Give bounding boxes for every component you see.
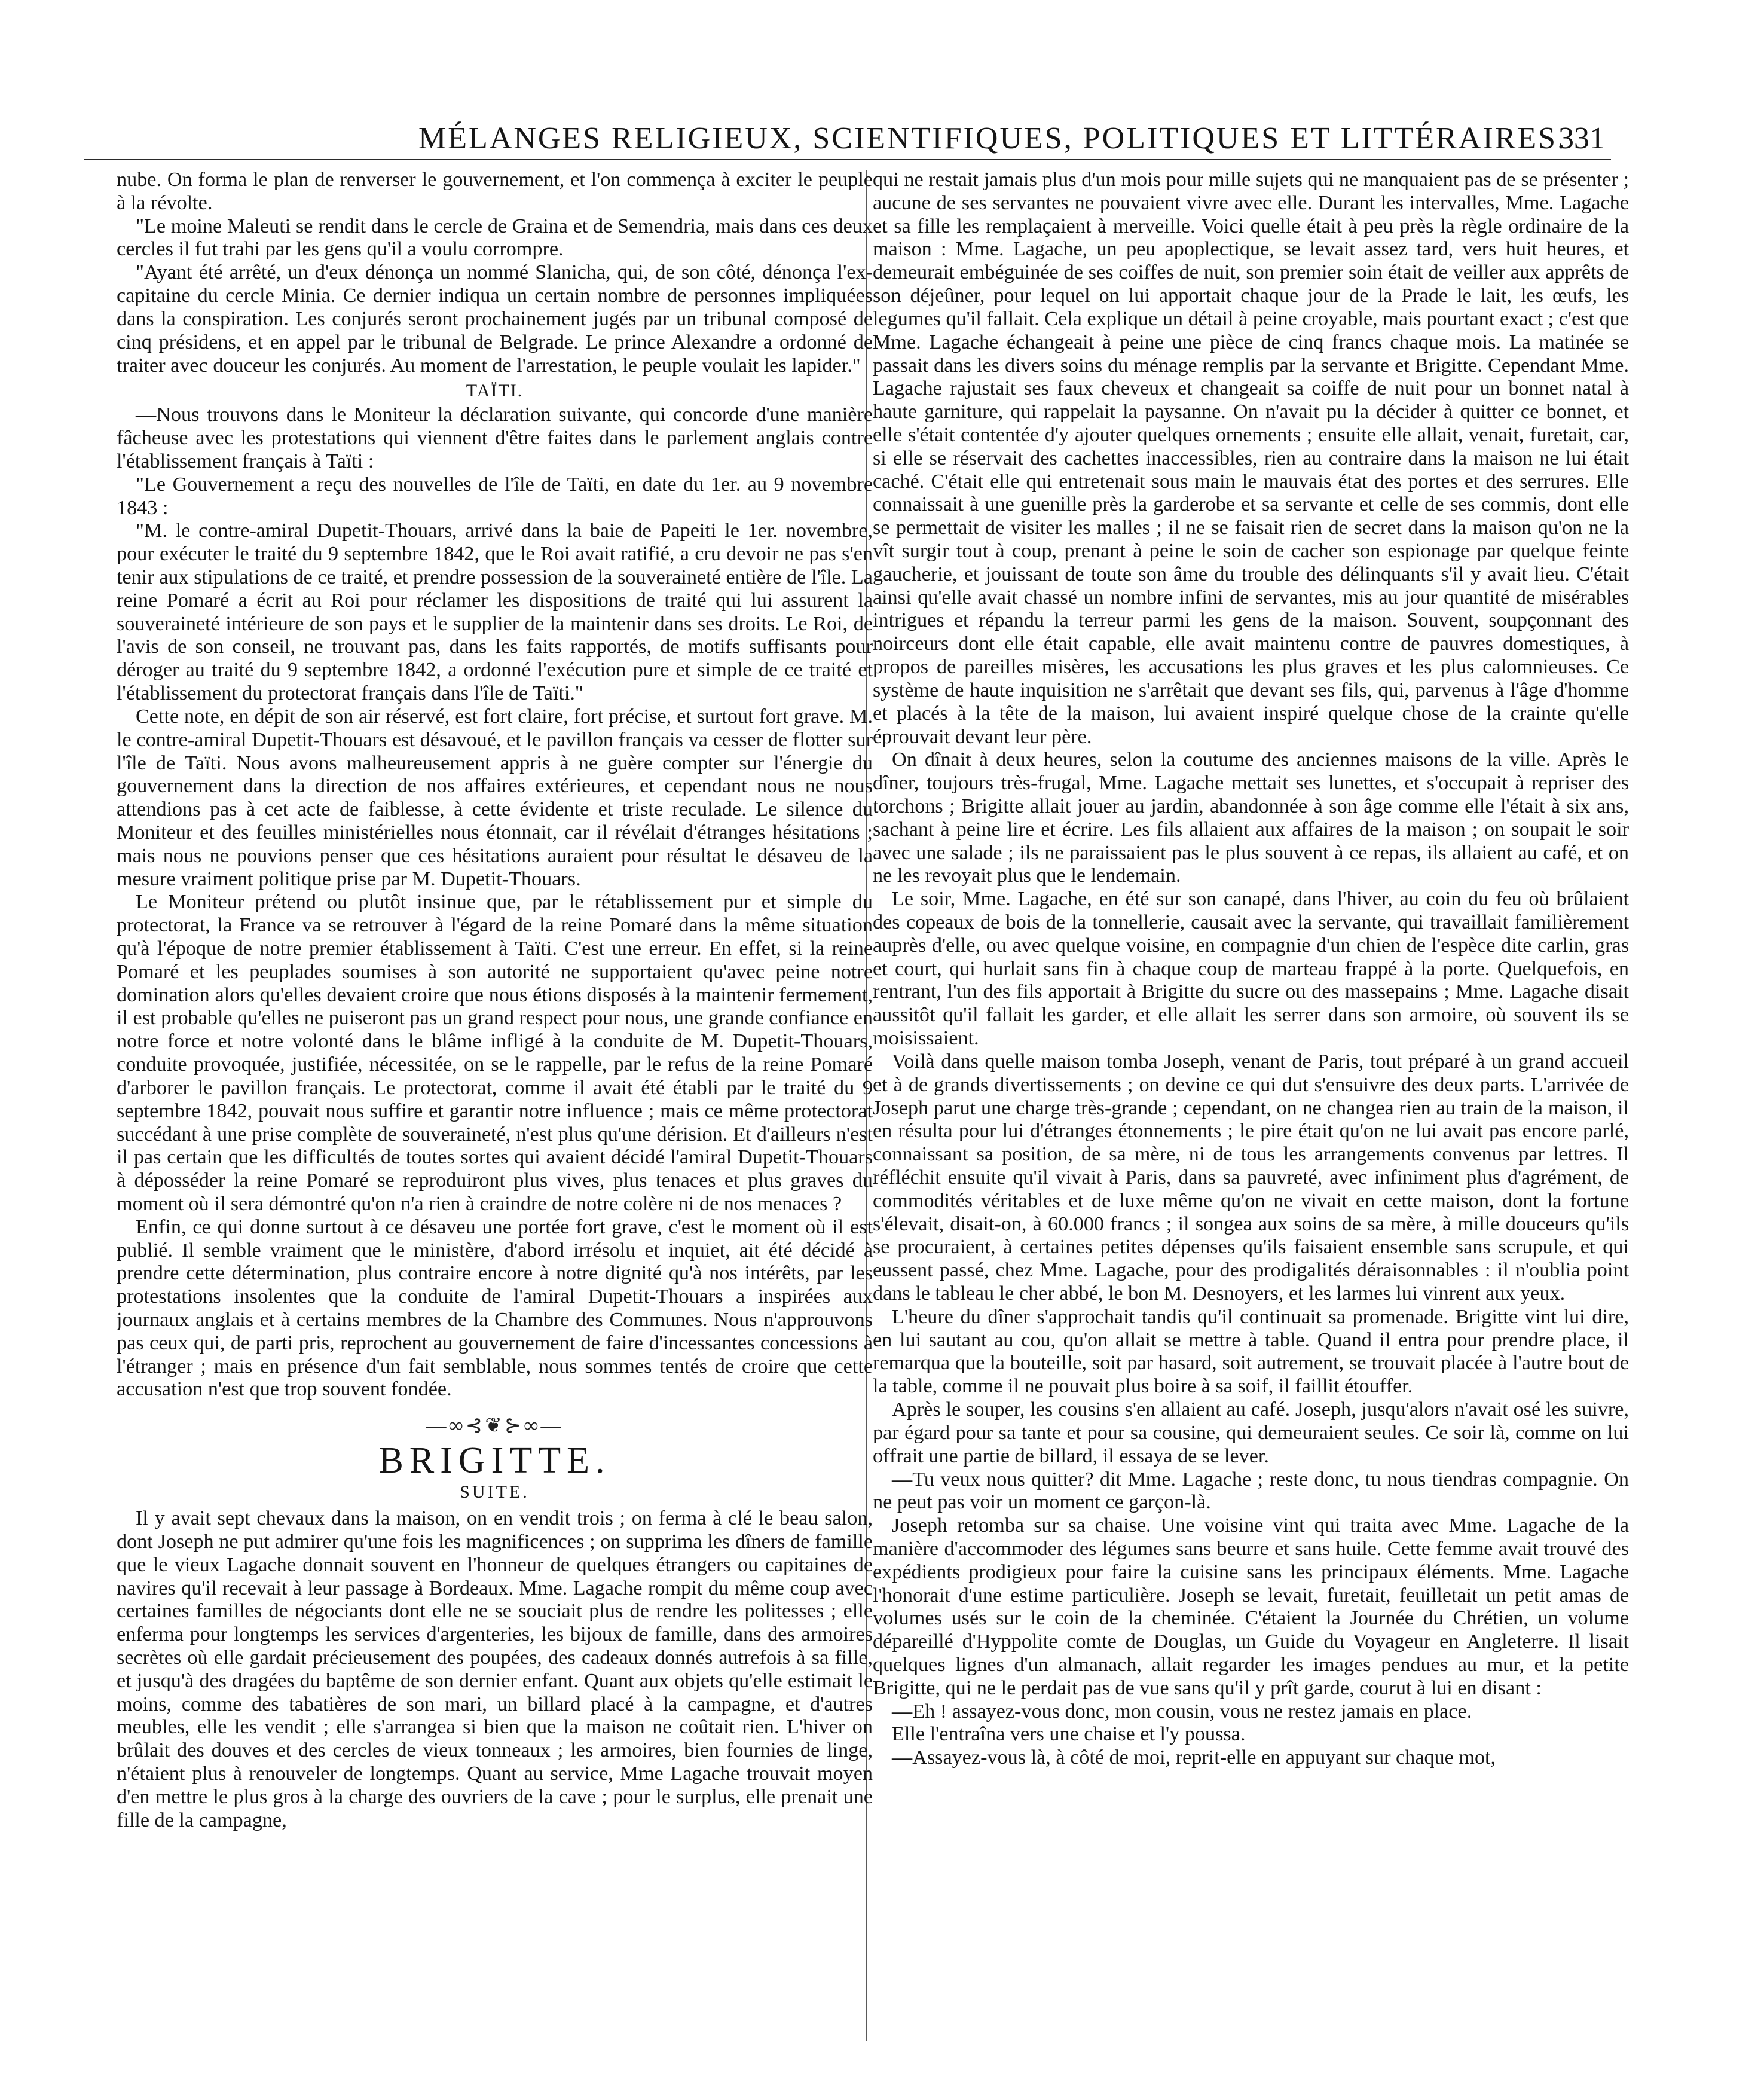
paragraph: Il y avait sept chevaux dans la maison, on en vendit trois ; on ferma à clé le beau salon, dont Joseph ne put admirer qu'une fois les magnificences ; on supprima les dîners de famille que le vieux Lagache donnait souvent en l'honneur de quelques étrangers ou capitaines de navires qu'il recevait à leur passage à Bordeaux. Mme. Lagache rompit du même coup avec certaines familles de négociants dont elle ne se souciait plus de rendre les politesses ; elle enferma pour longtemps les services d'argenteries, les bijoux de famille, dans des armoires secrètes où elle gardait précieusement des poupées, des cadeaux donnés autrefois à sa fille, et jusqu'à des dragées du baptême de son dernier enfant. Quant aux objets qu'elle estimait le moins, comme des tabatières de son mari, un billard placé à la campagne, et d'autres meubles, elle les vendit ; elle s'arrangea si bien que la maison ne coûtait rien. L'hiver on brûlait des douves et des cercles de vieux tonneaux ; les armoires, bien fournies de linge, n'étaient plus à renouveler de longtemps. Quant au service, Mme Lagache trouvait moyen d'en mettre le plus gros à la charge des ouvriers de la cave ; pour le surplus, elle prenait une fille de la campagne, [117,1507,873,1831]
paragraph: On dînait à deux heures, selon la coutume des anciennes maisons de la ville. Après le dîner, toujours très-frugal, Mme. Lagache mettait ses lunettes, et s'occupait à repriser des torchons ; Brigitte allait jouer au jardin, abandonnée à son âge comme elle l'était à six ans, sachant à peine lire et écrire. Les fils allaient aux affaires de la maison ; on soupait le soir avec une salade ; ils ne paraissaient pas le plus souvent à ce repas, ils allaient au café, et on ne les revoyait plus que le lendemain. [873,749,1629,887]
paragraph: Cette note, en dépit de son air réservé, est fort claire, fort précise, et surtout fort grave. M. le contre-amiral Dupetit-Thouars est désavoué, et le pavillon français va cesser de flotter sur l'île de Taïti. Nous avons malheureusement appris à ne guère compter sur l'énergie du gouvernement dans la direction de nos affaires extérieures, et cependant nous ne nous attendions pas à cet acte de faiblesse, à cette évidente et triste reculade. Le silence du Moniteur et des feuilles ministérielles nous étonnait, car il révélait d'étranges hésitations ; mais nous ne pouvions penser que ces hésitations auraient pour résultat le désaveu de la mesure vraiment politique prise par M. Dupetit-Thouars. [117,705,873,890]
paragraph: "Ayant été arrêté, un d'eux dénonça un nommé Slanicha, qui, de son côté, dénonça l'ex-capitaine du cercle Minia. Ce dernier indiqua un certain nombre de personnes impliquées dans la conspiration. Les conjurés seront prochainement jugés par un tribunal composé de cinq présidens, et en appel par le tribunal de Belgrade. Le prince Alexandre a ordonné de traiter avec douceur les conjurés. Au moment de l'arrestation, le peuple voulait les lapider." [117,261,873,377]
ornament-divider: —∞⊰❦⊱∞— [426,1415,564,1437]
paragraph: Le Moniteur prétend ou plutôt insinue que, par le rétablissement pur et simple du protectorat, la France va se retrouver à l'égard de la reine Pomaré dans la même situation qu'à l'époque de notre premier établissement à Taïti. C'est une erreur. En effet, si la reine Pomaré et les peuplades soumises à son autorité ne supportaient qu'avec peine notre domination alors qu'elles devaient croire que nous étions disposés à la maintenir fermement, il est probable qu'elles ne puiseront pas un grand respect pour nous, une grande confiance en notre force et notre volonté dans le blâme infligé à la conduite de M. Dupetit-Thouars, conduite provoquée, justifiée, nécessitée, on se le rappelle, par le refus de la reine Pomaré d'arborer le pavillon français. Le protectorat, comme il avait été établi par le traité du 9 septembre 1842, pouvait nous suffire et garantir notre influence ; mais ce même protectorat succédant à une prise complète de souveraineté, n'est plus qu'une dérision. Et d'ailleurs n'est il pas certain que les difficultés de toutes sortes qui avaient décidé l'amiral Dupetit-Thouars à déposséder la reine Pomaré se reproduiront plus vives, plus tenaces et plus graves du moment où il sera démontré qu'on n'a rien à craindre de notre colère ni de nos menaces ? [117,891,873,1215]
paragraph: —Nous trouvons dans le Moniteur la déclaration suivante, qui concorde d'une manière fâcheuse avec les protestations qui viennent d'être faites dans le parlement anglais contre l'établissement français à Taïti : [117,404,873,472]
paragraph: L'heure du dîner s'approchait tandis qu'il continuait sa promenade. Brigitte vint lui dire, en lui sautant au cou, qu'on allait se mettre à table. Quand il entra pour prendre place, il remarqua que la bouteille, soit par hasard, soit autrement, se trouvait placée à l'autre bout de la table, comme il ne pouvait plus boire à sa soif, il faillit étouffer. [873,1305,1629,1398]
paragraph: "M. le contre-amiral Dupetit-Thouars, arrivé dans la baie de Papeiti le 1er. novembre, pour exécuter le traité du 9 septembre 1842, que le Roi avait ratifié, a cru devoir ne pas s'en tenir aux stipulations de ce traité, et prendre possession de la souveraineté entière de l'île. La reine Pomaré a écrit au Roi pour réclamer les dispositions de traité qui lui assurent la souveraineté intérieure de son pays et le supplier de la maintenir dans ses droits. Le Roi, de l'avis de son conseil, ne trouvant pas, dans les faits rapportés, de motifs suffisants pour déroger au traité du 9 septembre 1842, a ordonné l'exécution pure et simple de ce traité et l'établissement du protectorat français dans l'île de Taïti." [117,520,873,705]
story-title: BRIGITTE. [378,1440,611,1481]
paragraph: Voilà dans quelle maison tomba Joseph, venant de Paris, tout préparé à un grand accueil et à de grands divertissements ; on devine ce qui dut s'ensuivre des deux parts. L'arrivée de Joseph parut une charge très-grande ; cependant, on ne changea rien au train de la maison, il en résulta pour lui d'étranges étonnements ; le pire était qu'on ne lui avait pas encore parlé, connaissant sa position, de sa mère, ni de tous les arrangements convenus par lettres. Il réfléchit ensuite qu'il vivait à Paris, dans sa pauvreté, avec infiniment plus d'agrément, de commodités véritables et de luxe même qu'on ne vivait en cette maison, dont la fortune s'élevait, disait-on, à 60.000 francs ; il songea aux soins de sa mère, à mille douceurs qu'ils se procuraient, à certaines petites dépenses qu'ils faisaient ensemble sans scrupule, et qui eussent passé, chez Mme. Lagache, pour des prodigalités déraisonnables : il n'oublia point dans le tableau le cher abbé, le bon M. Desnoyers, et les larmes lui vinrent aux yeux. [873,1050,1629,1305]
paragraph: "Le moine Maleuti se rendit dans le cercle de Graina et de Semendria, mais dans ces deux cercles il fut trahi par les gens qu'il a voulu corrompre. [117,215,873,261]
paragraph: Après le souper, les cousins s'en allaient au café. Joseph, jusqu'alors n'avait osé les suivre, par égard pour sa tante et pour sa cousine, qui demeuraient seules. Ce soir là, comme on lui offrait une partie de billard, il essaya de se lever. [873,1398,1629,1467]
running-header [84,117,1611,160]
section-heading-taiti: TAÏTI. [466,381,524,401]
paragraph: Le soir, Mme. Lagache, en été sur son canapé, dans l'hiver, au coin du feu où brûlaient des copeaux de bois de la tonnellerie, causait avec la servante, qui travaillait familièrement auprès d'elle, ou avec quelque voisine, en compagnie d'un chien de l'espèce dite carlin, gras et court, qui hurlait sans fin à chaque coup de marteau frappé à la porte. Quelquefois, en rentrant, l'un des fils apportait à Brigitte du sucre ou des massepains ; Mme. Lagache disait aussitôt qu'il fallait les garder, et elle allait les serrer dans son armoire, où souvent ils se moisissaient. [873,888,1629,1050]
right-column [873,169,1629,2052]
paragraph: —Tu veux nous quitter? dit Mme. Lagache ; reste donc, tu nous tiendras compagnie. On ne peut pas voir un moment ce garçon-là. [873,1468,1629,1514]
paragraph: nube. On forma le plan de renverser le gouvernement, et l'on commença à exciter le peuple à la révolte. [117,169,873,214]
paragraph: "Le Gouvernement a reçu des nouvelles de l'île de Taïti, en date du 1er. au 9 novembre 1843 : [117,473,873,519]
story-subtitle: SUITE. [460,1482,530,1502]
page-number: 331 [1558,121,1605,155]
paragraph: —Eh ! assayez-vous donc, mon cousin, vous ne restez jamais en place. [892,1700,1472,1722]
paragraph: Joseph retomba sur sa chaise. Une voisine vint qui traita avec Mme. Lagache de la manière d'accommoder des légumes sans beurre et sans huile. Cette femme avait trouvé des expédients prodigieux pour faire la cuisine sans les principaux éléments. Mme. Lagache l'honorait d'une estime particulière. Joseph se levait, furetait, feuilletait un petit amas de volumes usés sur le coin de la cheminée. C'étaient la Journée du Chrétien, un volume dépareillé d'Hyppolite comte de Douglas, un Guide du Voyageur en Angleterre. Il lisait quelques lignes d'un almanach, allait regarder les images pendues au mur, et la petite Brigitte, qui ne le perdait pas de vue sans qu'il y prît garde, courut à lui en disant : [873,1514,1629,1699]
left-column [117,169,873,2052]
paragraph: Enfin, ce qui donne surtout à ce désaveu une portée fort grave, c'est le moment où il est publié. Il semble vraiment que le ministère, d'abord irrésolu et inquiet, ait été décidé à prendre cette détermination, plus contraire encore à notre dignité qu'à nos intérêts, par les protestations insolentes que la conduite de l'amiral Dupetit-Thouars a inspirées aux journaux anglais et à certains membres de la Chambre des Communes. Nous n'approuvons pas ceux qui, de parti pris, reprochent au gouvernement de faire d'incessantes concessions à l'étranger ; mais en présence d'un fait semblable, nous sommes tentés de croire que cette accusation n'est que trop souvent fondée. [117,1215,873,1401]
paragraph: —Assayez-vous là, à côté de moi, reprit-elle en appuyant sur chaque mot, [892,1746,1496,1769]
paragraph: qui ne restait jamais plus d'un mois pour mille sujets qui ne manquaient pas de se présenter ; aucune de ses servantes ne pouvaient vivre avec elle. Durant les intervalles, Mme. Lagache et sa fille les remplaçaient à merveille. Voici quelle était à peu près la règle ordinaire de la maison : Mme. Lagache, un peu apoplectique, se levait assez tard, vers huit heures, et demeurait embéguinée de ses coiffes de nuit, son premier soin était de veiller aux apprêts de son déjeûner, pour lequel on lui apportait chaque jour de la Prade le lait, les œufs, les legumes qu'il fallait. Cela explique un détail à peine croyable, mais pourtant exact ; c'est que Mme. Lagache échangeait à peine une pièce de cinq francs chaque mois. La matinée se passait dans les divers soins du ménage remplis par la servante et Brigitte. Cependant Mme. Lagache rajustait ses faux cheveux et changeait sa coiffe de nuit pour un bonnet natal à haute garniture, qui rappelait la paysanne. On n'avait pu la décider à quitter ce bonnet, et elle s'était contentée d'y ajouter quelques ornements ; ensuite elle allait, venait, furetait, car, si elle se réservait des cachettes inaccessibles, rien au contraire dans la maison ne lui était caché. C'était elle qui entretenait sous main le mauvais état des portes et des serrures. Elle connaissait à une guenille près la garderobe et sa servante et celle de ses commis, dont elle se permettait de visiter les malles ; il ne se faisait rien de secret dans la maison qu'on ne la vît surgir tout à coup, prenant à peine le soin de cacher son espionage par quelque feinte gaucherie, et jouissant de toute son âme du trouble des délinquants s'il y avait lieu. C'était ainsi qu'elle avait chassé un nombre infini de servantes, mis au jour quantité de misérables intrigues et répandu la terreur parmi les gens de la maison. Souvent, soupçonnant des noirceurs dont elle était capable, elle avait maintenu contre de pauvres domestiques, à propos de pareilles misères, les accusations les plus graves et les plus calomnieuses. Ce système de haute inquisition ne s'arrêtait que devant ses fils, qui, parvenus à l'âge d'homme et placés à la tête de la maison, lui avaient inspiré quelque chose de la crainte qu'elle éprouvait devant leur père. [873,169,1629,748]
header-title: MÉLANGES RELIGIEUX, SCIENTIFIQUES, POLITIQUES ET LITTÉRAIRES. [418,121,1567,155]
paragraph: Elle l'entraîna vers une chaise et l'y poussa. [892,1723,1246,1746]
